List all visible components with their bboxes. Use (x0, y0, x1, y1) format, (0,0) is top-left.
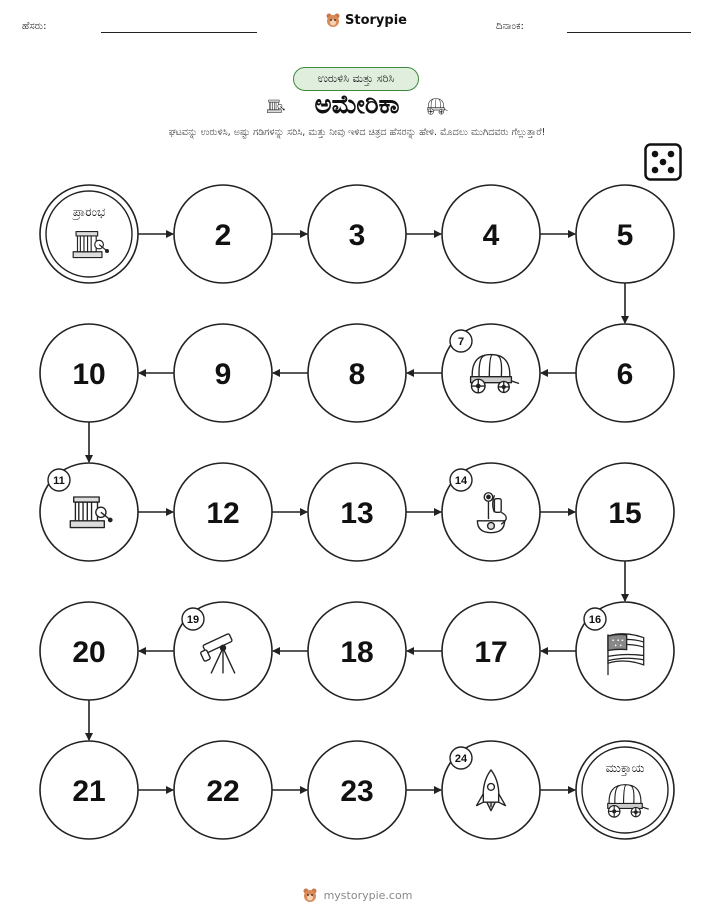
board-cell (576, 602, 674, 700)
cell-number: 18 (340, 636, 374, 669)
board-cell (308, 602, 406, 700)
date-label: ದಿನಾಂಕ: (496, 21, 524, 32)
name-label: ಹೆಸರು: (22, 21, 47, 32)
board-cell (442, 185, 540, 283)
board-cell-start (40, 185, 138, 283)
board-cell (40, 602, 138, 700)
board-cell (442, 741, 540, 839)
cell-label: ಪ್ರಾರಂಭ (72, 205, 106, 219)
board-cell (576, 463, 674, 561)
board-cell (174, 602, 272, 700)
cell-number: 9 (214, 358, 232, 391)
cell-number: 5 (616, 219, 634, 252)
board-cell (442, 324, 540, 422)
cell-number-badge-text: 11 (53, 475, 65, 487)
board-cell (174, 324, 272, 422)
board-cell (174, 741, 272, 839)
board-cell-finish (576, 741, 674, 839)
cell-number-badge-text: 19 (186, 614, 200, 626)
cell-number-badge-text: 16 (588, 614, 602, 626)
board-cell (308, 463, 406, 561)
footer-bear-icon (302, 887, 318, 903)
board-cell (442, 602, 540, 700)
footer-site-link[interactable]: mystorypie.com (323, 888, 413, 902)
board-cell (174, 463, 272, 561)
board-cell (308, 741, 406, 839)
cell-number-badge-text: 7 (457, 336, 465, 348)
cell-number: 3 (348, 219, 366, 252)
footer (0, 887, 714, 903)
cell-number: 21 (72, 775, 106, 808)
cell-number: 6 (616, 358, 634, 391)
board-cell (40, 324, 138, 422)
cell-number: 17 (474, 636, 508, 669)
board-cell (308, 324, 406, 422)
board-cell (576, 324, 674, 422)
cell-number: 2 (214, 219, 232, 252)
board-cell (576, 185, 674, 283)
cell-number-badge-text: 14 (454, 475, 468, 487)
board-cell (40, 463, 138, 561)
cell-number-badge-text: 24 (454, 753, 468, 765)
cell-number: 12 (206, 497, 240, 530)
cell-number: 15 (608, 497, 642, 530)
brand-name: Storypie (345, 12, 407, 28)
cell-label: ಮುಕ್ತಾಯ (605, 761, 645, 775)
page-title: ಅಮೇರಿಕಾ (314, 90, 400, 120)
cell-number: 10 (72, 358, 106, 391)
cell-number: 20 (72, 636, 106, 669)
cell-number: 23 (340, 775, 374, 808)
cell-number: 4 (482, 219, 500, 252)
board-cell (442, 463, 540, 561)
board-cell (174, 185, 272, 283)
instructions-text: ಘಟವನ್ನು ಉರುಳಿಸಿ, ಅಷ್ಟು ಗಡಿಗಳನ್ನು ಸರಿಸಿ, ಮತ್ತು ನೀವು ಇಳಿದ ಚಿತ್ರದ ಹೆಸರನ್ನು ಹೇಳಿ. ಮೊದಲು ಮುಗಿದವರು ಗೆಲ್ಲುತ್ತಾರೆ! (168, 127, 546, 138)
game-type-badge: ಉರುಳಿಸಿ ಮತ್ತು ಸರಿಸಿ (293, 67, 419, 91)
board-cell (40, 741, 138, 839)
board-cell (308, 185, 406, 283)
cell-number: 13 (340, 497, 374, 530)
cell-number: 8 (348, 358, 366, 391)
cell-number: 22 (206, 775, 240, 808)
